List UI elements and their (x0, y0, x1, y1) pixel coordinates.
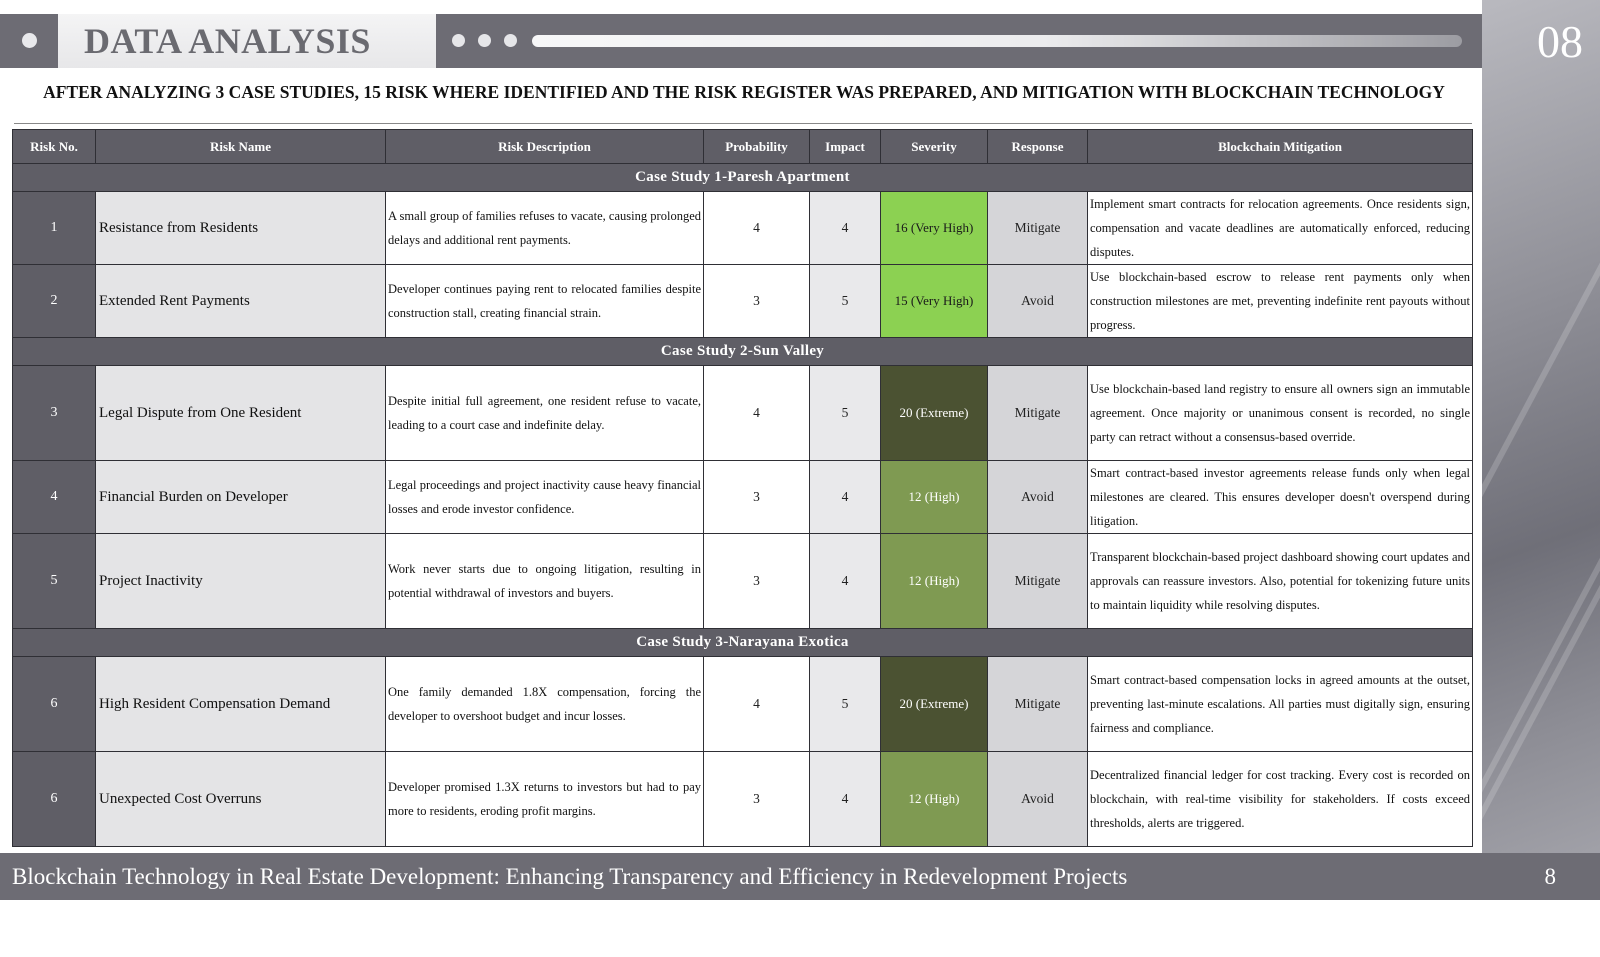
table-row (13, 461, 1473, 534)
slide-subtitle: AFTER ANALYZING 3 CASE STUDIES, 15 RISK WHERE IDENTIFIED AND THE RISK REGISTER WAS PREPARED, AND MITIGATION WITH BLOCKCHAIN TECHNOLOGY (43, 82, 1445, 102)
slide-number: 08 (1537, 16, 1583, 67)
case-study-header (13, 338, 1473, 366)
probability: 3 (704, 265, 810, 338)
response: Mitigate (988, 366, 1088, 461)
response: Avoid (988, 752, 1088, 847)
risk-number: 3 (13, 366, 96, 461)
risk-description: One family demanded 1.8X compensation, forcing the developer to overshoot budget and incur losses. (386, 657, 704, 752)
header-progress-bar (436, 14, 1482, 68)
risk-number: 6 (13, 752, 96, 847)
blockchain-mitigation: Use blockchain-based land registry to ensure all owners sign an immutable agreement. Once majority or unanimous consent is recorded, no single party can retract without a consensus-based override. (1088, 366, 1473, 461)
footer-title: Blockchain Technology in Real Estate Development: Enhancing Transparency and Efficiency in Redevelopment Projects (12, 864, 1128, 889)
response: Mitigate (988, 534, 1088, 629)
severity-badge: 12 (High) (881, 752, 988, 847)
risk-name: Unexpected Cost Overruns (96, 752, 386, 847)
case-study-header (13, 629, 1473, 657)
probability: 4 (704, 366, 810, 461)
risk-number: 4 (13, 461, 96, 534)
page-title: DATA ANALYSIS (58, 14, 436, 68)
probability: 4 (704, 657, 810, 752)
impact: 5 (810, 657, 881, 752)
case-study-header (13, 164, 1473, 192)
blockchain-mitigation: Use blockchain-based escrow to release rent payments only when construction milestones are met, preventing indefinite rent payouts without progress. (1088, 265, 1473, 338)
divider (14, 123, 1472, 124)
risk-number: 2 (13, 265, 96, 338)
risk-description: Developer promised 1.3X returns to investors but had to pay more to residents, eroding profit margins. (386, 752, 704, 847)
table-row (13, 534, 1473, 629)
dot-icon (478, 34, 491, 47)
risk-name: High Resident Compensation Demand (96, 657, 386, 752)
footer-page-number: 8 (1544, 864, 1556, 889)
dot-icon (504, 34, 517, 47)
probability: 4 (704, 192, 810, 265)
severity-badge: 20 (Extreme) (881, 366, 988, 461)
case-study-title: Case Study 2-Sun Valley (13, 338, 1473, 366)
risk-description: A small group of families refuses to vacate, causing prolonged delays and additional rent payments. (386, 192, 704, 265)
response: Mitigate (988, 657, 1088, 752)
probability: 3 (704, 752, 810, 847)
column-header: Severity (881, 130, 988, 164)
impact: 4 (810, 752, 881, 847)
column-header: Probability (704, 130, 810, 164)
risk-name: Financial Burden on Developer (96, 461, 386, 534)
risk-name: Extended Rent Payments (96, 265, 386, 338)
table-header-row (13, 130, 1473, 164)
response: Mitigate (988, 192, 1088, 265)
column-header: Risk Description (386, 130, 704, 164)
severity-badge: 12 (High) (881, 461, 988, 534)
decorative-side-panel (1482, 0, 1600, 900)
severity-badge: 15 (Very High) (881, 265, 988, 338)
risk-number: 1 (13, 192, 96, 265)
blockchain-mitigation: Smart contract-based investor agreements release funds only when legal milestones are cleared. This ensures developer doesn't overspend during litigation. (1088, 461, 1473, 534)
case-study-title: Case Study 1-Paresh Apartment (13, 164, 1473, 192)
table-row (13, 657, 1473, 752)
risk-number: 6 (13, 657, 96, 752)
blockchain-mitigation: Smart contract-based compensation locks in agreed amounts at the outset, preventing last-minute escalations. All parties must digitally sign, ensuring fairness and compliance. (1088, 657, 1473, 752)
column-header: Blockchain Mitigation (1088, 130, 1473, 164)
probability: 3 (704, 461, 810, 534)
column-header: Impact (810, 130, 881, 164)
risk-description: Work never starts due to ongoing litigation, resulting in potential withdrawal of investors and buyers. (386, 534, 704, 629)
blockchain-mitigation: Transparent blockchain-based project dashboard showing court updates and approvals can reassure investors. Also, potential for tokenizing future units to maintain liquidity while resolving disputes. (1088, 534, 1473, 629)
column-header: Response (988, 130, 1088, 164)
risk-description: Developer continues paying rent to relocated families despite construction stall, creating financial strain. (386, 265, 704, 338)
severity-badge: 16 (Very High) (881, 192, 988, 265)
table-row (13, 265, 1473, 338)
table-row (13, 192, 1473, 265)
risk-name: Project Inactivity (96, 534, 386, 629)
impact: 5 (810, 265, 881, 338)
impact: 5 (810, 366, 881, 461)
progress-line (532, 35, 1462, 47)
risk-name: Legal Dispute from One Resident (96, 366, 386, 461)
dot-icon (452, 34, 465, 47)
risk-description: Despite initial full agreement, one resident refuse to vacate, leading to a court case and indefinite delay. (386, 366, 704, 461)
bullet-dot-icon (22, 33, 37, 48)
table-row (13, 752, 1473, 847)
response: Avoid (988, 461, 1088, 534)
probability: 3 (704, 534, 810, 629)
impact: 4 (810, 534, 881, 629)
table-row (13, 366, 1473, 461)
risk-register-table (12, 129, 1472, 847)
impact: 4 (810, 461, 881, 534)
column-header: Risk Name (96, 130, 386, 164)
risk-number: 5 (13, 534, 96, 629)
severity-badge: 12 (High) (881, 534, 988, 629)
response: Avoid (988, 265, 1088, 338)
severity-badge: 20 (Extreme) (881, 657, 988, 752)
blockchain-mitigation: Implement smart contracts for relocation agreements. Once residents sign, compensation and vacate deadlines are automatically enforced, reducing disputes. (1088, 192, 1473, 265)
impact: 4 (810, 192, 881, 265)
blockchain-mitigation: Decentralized financial ledger for cost tracking. Every cost is recorded on blockchain, with real-time visibility for stakeholders. If costs exceed thresholds, alerts are triggered. (1088, 752, 1473, 847)
risk-name: Resistance from Residents (96, 192, 386, 265)
header-accent-block (0, 14, 58, 68)
column-header: Risk No. (13, 130, 96, 164)
risk-description: Legal proceedings and project inactivity cause heavy financial losses and erode investor confidence. (386, 461, 704, 534)
case-study-title: Case Study 3-Narayana Exotica (13, 629, 1473, 657)
footer-bar (0, 853, 1600, 900)
